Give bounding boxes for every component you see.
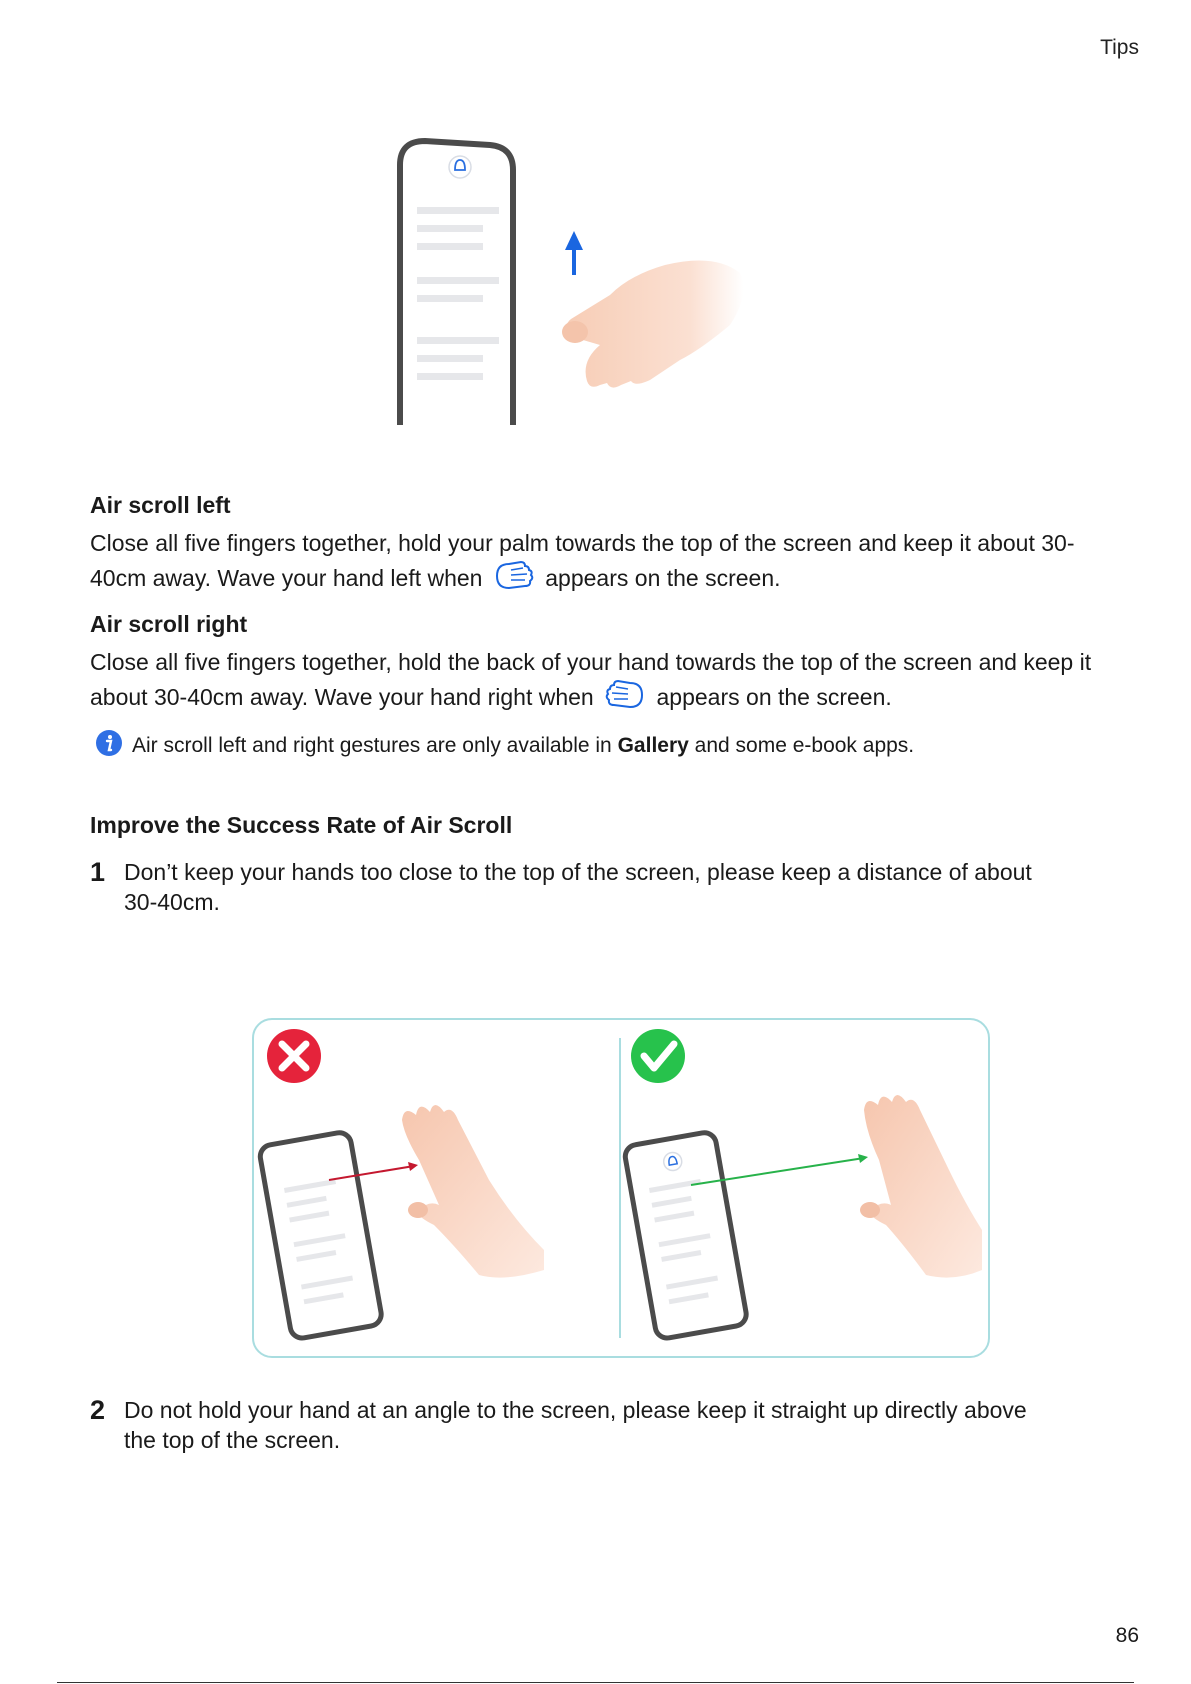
hero-illustration	[395, 135, 795, 425]
air-scroll-left-text-before: Close all five fingers together, hold your palm towards the top of the screen and keep it about 30-40cm away. Wave your hand left when	[90, 530, 1075, 591]
air-scroll-left-text-after: appears on the screen.	[545, 565, 781, 591]
hand-close-illustration	[402, 1105, 544, 1278]
air-scroll-right-text	[90, 647, 1100, 718]
note-text-after: and some e-book apps.	[694, 734, 915, 757]
note-bold: Gallery	[617, 734, 689, 757]
hand-far-illustration	[860, 1095, 982, 1278]
right-icon	[631, 1029, 685, 1083]
air-scroll-right-text-after: appears on the screen.	[656, 684, 892, 710]
arrow-up-icon	[565, 231, 583, 275]
improve-title: Improve the Success Rate of Air Scroll	[90, 812, 513, 838]
step-1	[90, 857, 1100, 917]
wrong-example-panel	[258, 1029, 544, 1340]
phone-illustration-tilted-wrong	[258, 1131, 383, 1340]
note	[96, 730, 1100, 762]
step-2-container	[90, 1395, 1100, 1455]
back-hand-right-icon	[604, 677, 646, 718]
note-text-before: Air scroll left and right gestures are only available in	[132, 734, 612, 757]
phone-illustration	[400, 141, 513, 425]
right-example-panel	[623, 1029, 982, 1340]
step-number: 1	[90, 857, 106, 887]
hand-illustration	[562, 261, 743, 388]
step-number: 2	[90, 1395, 106, 1425]
air-scroll-left-title: Air scroll left	[90, 492, 231, 518]
info-icon	[96, 730, 132, 762]
content-body	[90, 490, 1100, 917]
footer-rule	[57, 1682, 1134, 1683]
wrong-icon	[267, 1029, 321, 1083]
air-scroll-right-text-before: Close all five fingers together, hold the back of your hand towards the top of the screen and keep it about 30-40cm away. Wave your hand right when	[90, 649, 1092, 710]
section-header: Tips	[1100, 36, 1139, 59]
step-2	[90, 1395, 1100, 1455]
air-scroll-left-text	[90, 528, 1100, 599]
phone-illustration-tilted-right	[623, 1131, 748, 1340]
comparison-illustration	[252, 1018, 990, 1358]
step-text: Don’t keep your hands too close to the top of the screen, please keep a distance of about 30-40cm.	[124, 859, 1032, 915]
step-text: Do not hold your hand at an angle to the screen, please keep it straight up directly above the top of the screen.	[124, 1397, 1027, 1453]
palm-hand-left-icon	[493, 558, 535, 599]
page-number: 86	[1115, 1624, 1139, 1647]
air-scroll-right-title: Air scroll right	[90, 611, 248, 637]
